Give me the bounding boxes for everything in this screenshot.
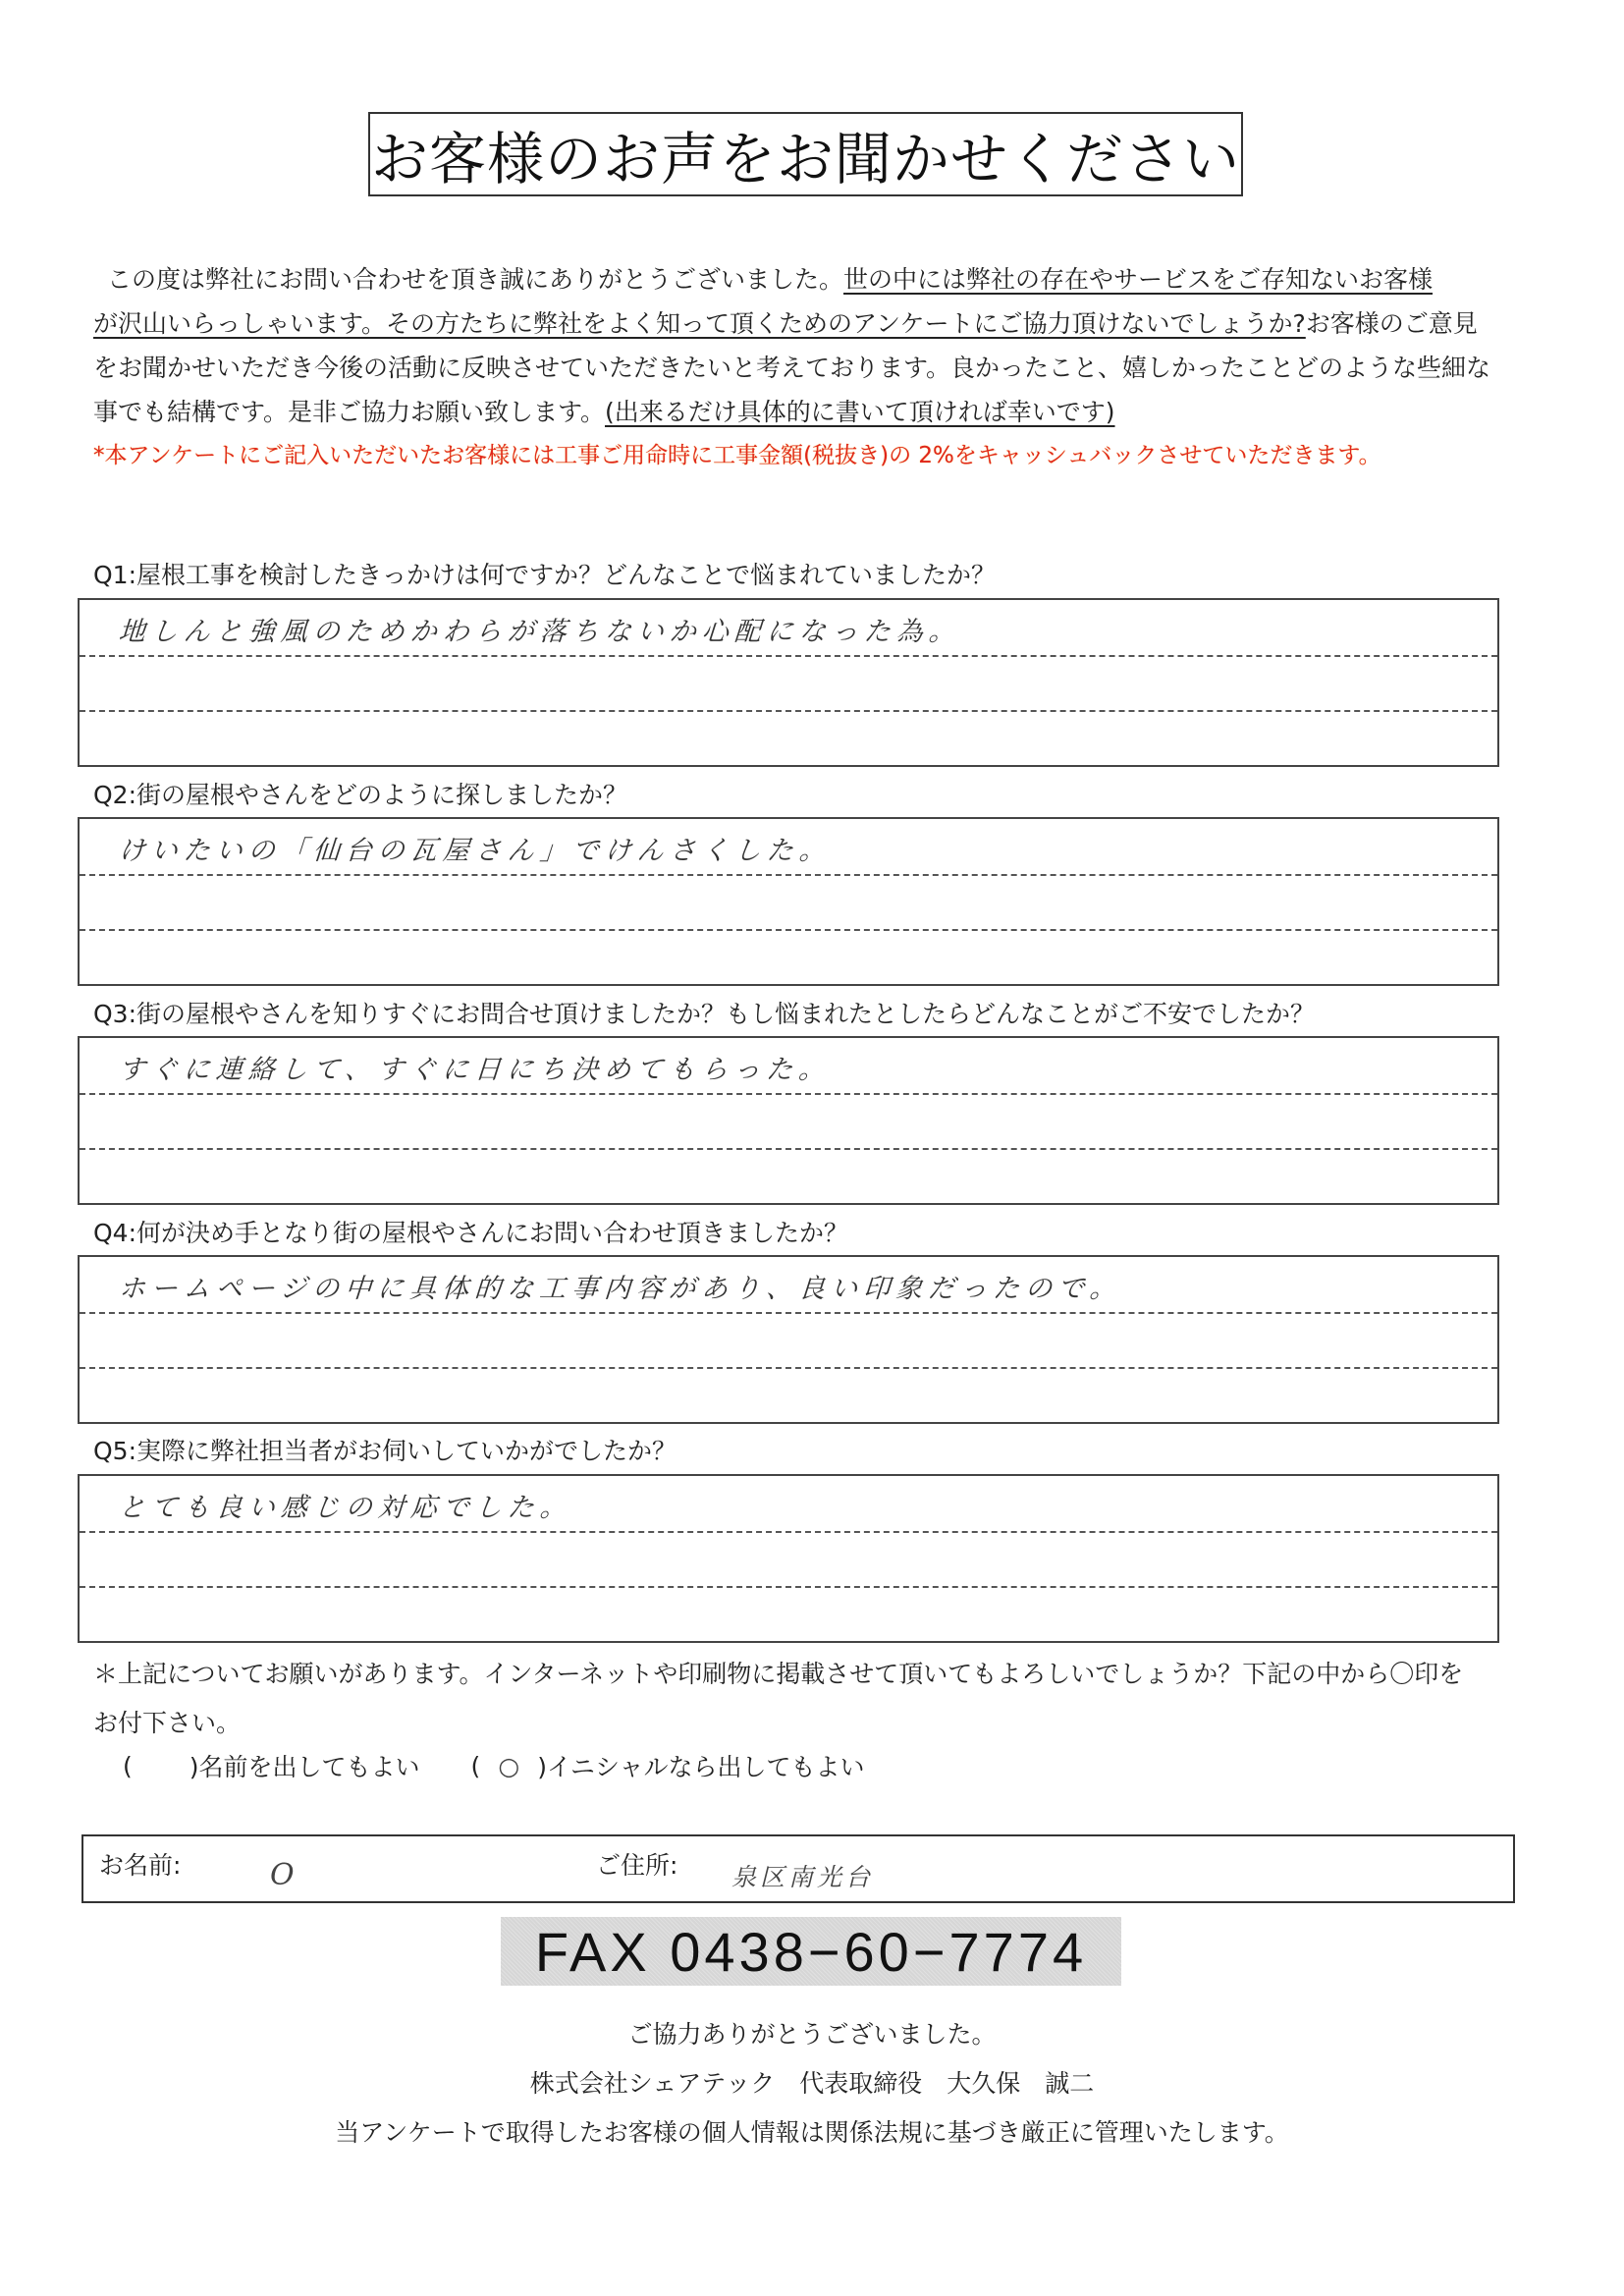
survey-title: お客様のお声をお聞かせください bbox=[368, 112, 1243, 196]
dashed-rule bbox=[80, 1093, 1497, 1095]
dashed-rule bbox=[80, 1312, 1497, 1314]
question-2-answer-box[interactable] bbox=[78, 817, 1499, 986]
option-label: )名前を出してもよい bbox=[189, 1753, 420, 1781]
question-4-label: Q4:何が決め手となり街の屋根やさんにお問い合わせ頂きましたか？ bbox=[93, 1219, 849, 1247]
question-5-answer: とても良い感じの対応でした。 bbox=[117, 1493, 573, 1523]
intro-text-plain: お客様のご意見 bbox=[1305, 309, 1478, 338]
question-5-label: Q5:実際に弊社担当者がお伺いしていかがでしたか？ bbox=[93, 1437, 677, 1465]
consent-options bbox=[123, 1748, 865, 1783]
open-paren: ( bbox=[123, 1751, 133, 1780]
intro-line-2 bbox=[93, 301, 1537, 346]
intro-text-plain: この度は弊社にお問い合わせを頂き誠にありがとうございました。 bbox=[107, 265, 844, 294]
thanks-text: ご協力ありがとうございました。 bbox=[627, 2020, 997, 2049]
cashback-notice: *本アンケートにご記入いただいたお客様には工事ご用命時に工事金額(税抜き)の 2%をキャッシュバックさせていただきます。 bbox=[93, 443, 1381, 468]
intro-text-underlined: が沢山いらっしゃいます。その方たちに弊社をよく知って頂くためのアンケートにご協力頂けないでしょうか? bbox=[93, 309, 1306, 338]
option-label: )イニシャルなら出してもよい bbox=[537, 1753, 865, 1781]
question-1-answer-box[interactable] bbox=[78, 598, 1499, 767]
address-field[interactable]: 泉区南光台 bbox=[731, 1863, 875, 1891]
intro-text-underlined: 世の中には弊社の存在やサービスをご存知ないお客様 bbox=[843, 265, 1434, 294]
name-field[interactable]: O bbox=[270, 1858, 295, 1892]
question-2-answer: けいたいの「仙台の瓦屋さん」でけんさくした。 bbox=[117, 836, 833, 866]
fax-number: FAX 0438−60−7774 bbox=[501, 1917, 1121, 1986]
option-initials-ok[interactable] bbox=[471, 1748, 865, 1783]
question-4-answer: ホームページの中に具体的な工事内容があり、良い印象だったので。 bbox=[117, 1274, 1123, 1304]
dashed-rule bbox=[80, 1148, 1497, 1150]
consent-request: ＊上記についてお願いがあります。インターネットや印刷物に掲載させて頂いてもよろしいでしょうか？下記の中から〇印を bbox=[93, 1660, 1464, 1688]
question-1-answer: 地しんと強風のためかわらが落ちないか心配になった為。 bbox=[117, 617, 962, 647]
dashed-rule bbox=[80, 1367, 1497, 1369]
option-mark-circled[interactable]: ○ bbox=[498, 1751, 520, 1780]
intro-text-plain: 事でも結構です。是非ご協力お願い致します。 bbox=[93, 398, 606, 426]
question-3-answer-box[interactable] bbox=[78, 1036, 1499, 1205]
name-label: お名前: bbox=[99, 1851, 182, 1880]
intro-line-3: をお聞かせいただき今後の活動に反映させていただきたいと考えております。良かったこと、嬉しかったことどのような些細な bbox=[93, 354, 1491, 382]
consent-instruction: お付下さい。 bbox=[93, 1709, 242, 1737]
question-3-answer: すぐに連絡して、すぐに日にち決めてもらった。 bbox=[117, 1055, 833, 1085]
question-4-answer-box[interactable] bbox=[78, 1255, 1499, 1424]
dashed-rule bbox=[80, 655, 1497, 657]
privacy-notice: 当アンケートで取得したお客様の個人情報は関係法規に基づき厳正に管理いたします。 bbox=[335, 2118, 1289, 2147]
dashed-rule bbox=[80, 929, 1497, 931]
question-3-label: Q3:街の屋根やさんを知りすぐにお問合せ頂けましたか？もし悩まれたとしたらどんなことがご不安でしたか？ bbox=[93, 1000, 1316, 1028]
dashed-rule bbox=[80, 1586, 1497, 1588]
question-2-label: Q2:街の屋根やさんをどのように探しましたか？ bbox=[93, 781, 628, 809]
publication-consent bbox=[93, 1650, 1463, 1748]
option-name-ok[interactable] bbox=[123, 1748, 420, 1783]
dashed-rule bbox=[80, 1531, 1497, 1533]
company-signature: 株式会社シェアテック 代表取締役 大久保 誠二 bbox=[529, 2069, 1095, 2098]
intro-text bbox=[93, 257, 1537, 478]
customer-info-box bbox=[81, 1834, 1515, 1903]
address-label: ご住所: bbox=[596, 1851, 678, 1880]
intro-line-4 bbox=[93, 390, 1537, 434]
intro-line-1 bbox=[93, 257, 1537, 301]
question-5-answer-box[interactable] bbox=[78, 1474, 1499, 1643]
intro-text-underlined: (出来るだけ具体的に書いて頂ければ幸いです) bbox=[605, 398, 1115, 426]
dashed-rule bbox=[80, 710, 1497, 712]
dashed-rule bbox=[80, 874, 1497, 876]
open-paren: ( bbox=[470, 1751, 481, 1780]
question-1-label: Q1:屋根工事を検討したきっかけは何ですか？どんなことで悩まれていましたか？ bbox=[93, 561, 997, 589]
